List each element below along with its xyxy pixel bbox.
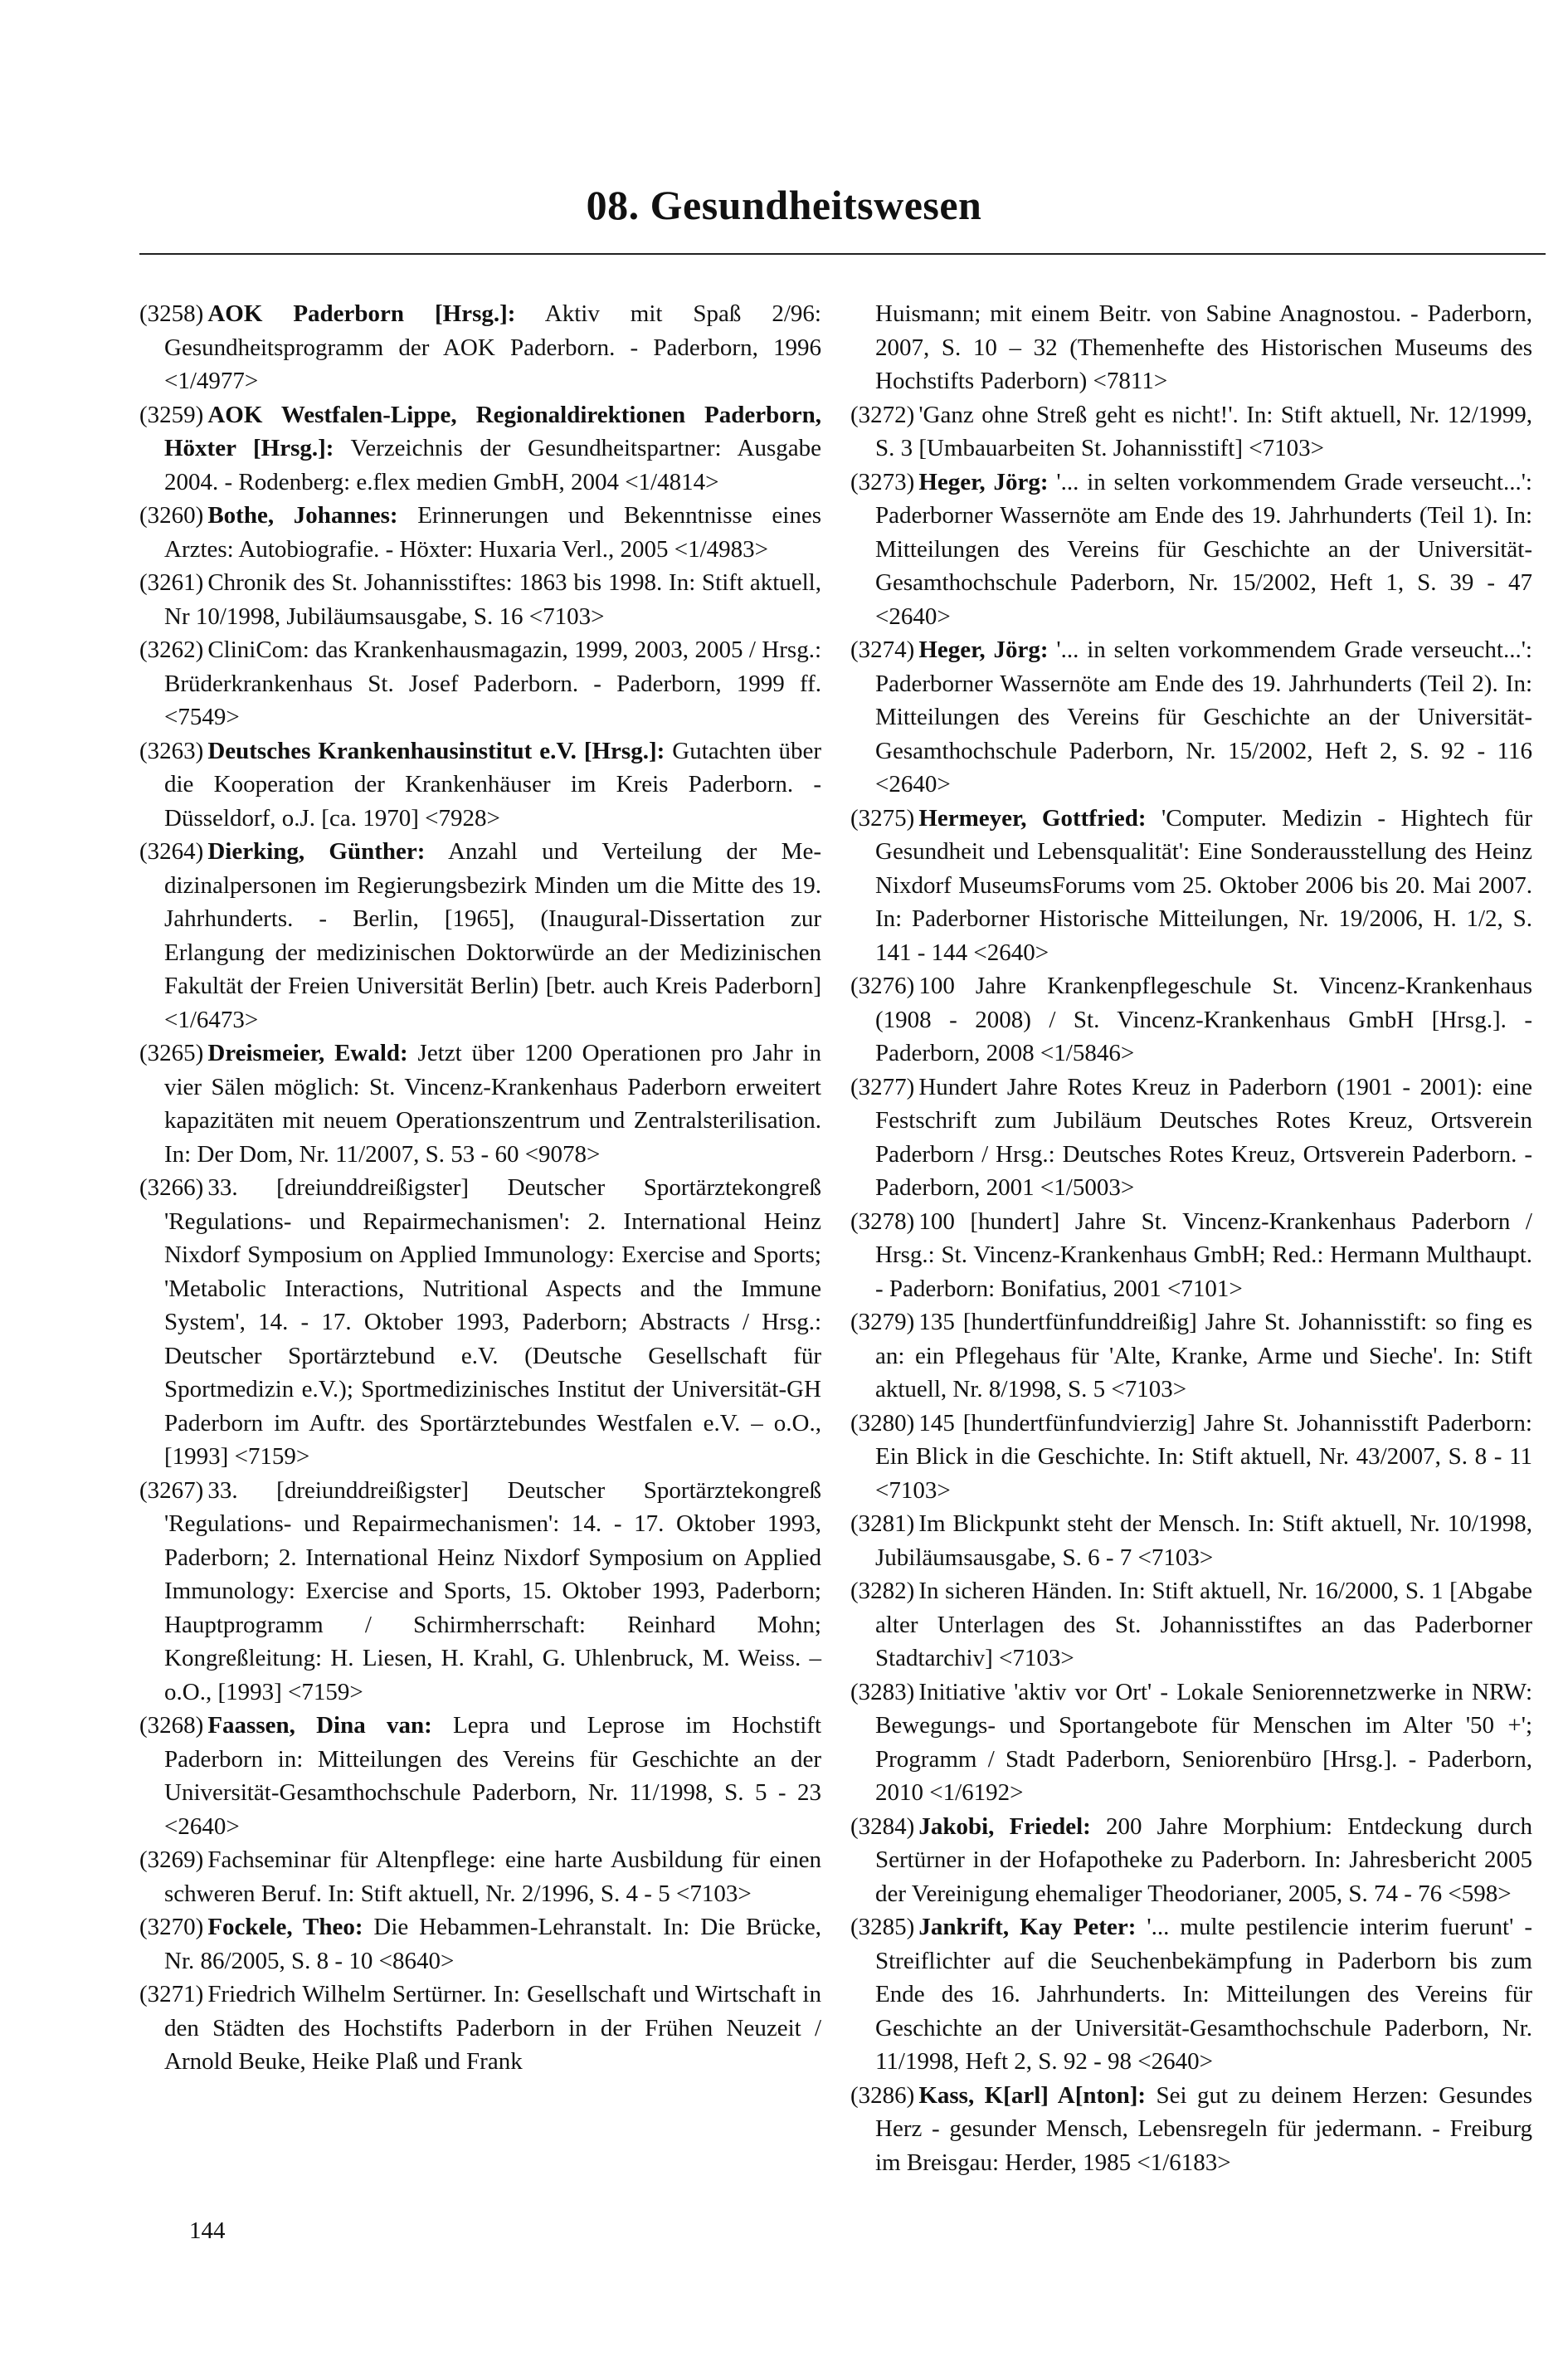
entry-number: (3266) — [139, 1174, 204, 1201]
bibliography-entry — [850, 466, 1532, 634]
entry-number: (3265) — [139, 1040, 204, 1066]
entry-number: (3267) — [139, 1476, 204, 1504]
entry-text: Jetzt über 1200 Operationen pro Jahr in vier Sälen möglich: St. Vincenz-Krankenhaus Paderborn erweitert kapazitäten mit neuem Operationszentrum und Zentralsterilisation. In: Der Dom, Nr. 11/2007, S. 53 - 60 <9078> — [164, 1040, 821, 1168]
entry-text: 'Ganz ohne Streß geht es nicht!'. In: Stift aktuell, Nr. 12/1999, S. 3 [Umbauarbeiten St. Johannisstift] <7103> — [875, 401, 1532, 461]
entry-text: '... in selten vorkommendem Grade verseucht...': Paderborner Wassernöte am Ende des 19. Jahrhunderts (Teil 2). In: Mitteilungen des Vereins für Geschichte an der Universität-Gesamthochschule Paderborn, Nr. 15/2002, Heft 2, S. 92 - 116 <2640> — [875, 637, 1532, 798]
bibliography-entry — [139, 1978, 821, 2079]
entry-author: AOK Westfalen-Lippe, Regionaldirektionen Paderborn, Höxter [Hrsg.]: — [164, 401, 821, 461]
entry-author: Deutsches Krankenhausinstitut e.V. [Hrsg.]: — [207, 737, 665, 764]
bibliography-entry — [850, 1810, 1532, 1911]
entry-author: Heger, Jörg: — [918, 468, 1049, 495]
entry-number: (3280) — [850, 1409, 915, 1437]
bibliography-entry — [850, 2079, 1532, 2180]
bibliography-entry — [850, 1676, 1532, 1810]
entry-number: (3261) — [139, 569, 204, 596]
bibliography-entry — [139, 1910, 821, 1978]
entry-author: Hermeyer, Gottfried: — [918, 804, 1147, 832]
entry-author: Jakobi, Friedel: — [918, 1812, 1091, 1840]
entry-number: (3279) — [850, 1309, 915, 1335]
entry-author: Bothe, Johannes: — [207, 502, 398, 529]
entry-text: CliniCom: das Krankenhausmagazin, 1999, 2003, 2005 / Hrsg.: Brüderkrankenhaus St. Josef Paderborn. - Paderborn, 1999 ff. <7549> — [164, 637, 821, 730]
entry-text: 145 [hundertfünfundvierzig] Jahre St. Johannisstift Paderborn: Ein Blick in die Geschichte. In: Stift aktuell, Nr. 43/2007, S. 8 - 11 <7103> — [875, 1409, 1532, 1504]
entry-number: (3258) — [139, 300, 204, 327]
entry-text: Hundert Jahre Rotes Kreuz in Paderborn (1901 - 2001): eine Festschrift zum Jubiläum Deutsches Rotes Kreuz, Ortsverein Paderborn / Hrsg.: Deutsches Rotes Kreuz, Ortsverein Paderborn. - Paderborn, 2001 <1/5003> — [875, 1073, 1532, 1201]
entry-author: Dierking, Günther: — [207, 838, 426, 865]
bibliography-entry — [850, 1574, 1532, 1676]
entry-number: (3285) — [850, 1914, 915, 1940]
entry-author: AOK Paderborn [Hrsg.]: — [207, 300, 516, 327]
bibliography-entry — [139, 1474, 821, 1710]
page-number: 144 — [189, 2217, 226, 2244]
entry-number: (3278) — [850, 1207, 915, 1235]
bibliography-entry — [850, 633, 1532, 802]
entry-text: Initiative 'aktiv vor Ort' - Lokale Seniorennetzwerke in NRW: Bewegungs- und Sportangebote für Menschen im Alter '50 +'; Programm / Stadt Paderborn, Seniorenbüro [Hrsg.]. - Paderborn, 2010 <1/6192> — [875, 1678, 1532, 1806]
entry-text: Gutachten über die Kooperation der Krankenhäuser im Kreis Paderborn. - Düsseldorf, o.J. [ca. 1970] <7928> — [164, 737, 822, 832]
left-column — [139, 297, 821, 2079]
entry-number: (3283) — [850, 1678, 915, 1705]
entry-text: 'Computer. Medizin - Hightech für Gesundheit und Lebensqualität': Eine Sonderausstellung des Heinz Nixdorf MuseumsForums vom 25. Oktober 2006 bis 20. Mai 2007. In: Paderborner Historische Mitteilungen, Nr. 19/2006, H. 1/2, S. 141 - 144 <2640> — [875, 804, 1532, 966]
page-title: 08. Gesundheitswesen — [586, 182, 982, 228]
right-column — [850, 297, 1532, 2179]
bibliography-entry — [139, 1843, 821, 1910]
entry-text: Anzahl und Verteilung der Medizinalpersonen im Regierungsbezirk Minden um die Mitte des 19. Jahrhunderts. - Berlin, [1965], (Inaugural-Dissertation zur Erlangung der medizinischen Doktorwürde an der Medizinischen Fakultät der Freien Universität Berlin) [betr. auch Kreis Paderborn] <1/6473> — [164, 838, 821, 1033]
bibliography-entry — [139, 566, 821, 633]
bibliography-entry — [850, 1507, 1532, 1574]
bibliography-entry — [139, 1171, 821, 1474]
bibliography-entry — [139, 1709, 821, 1843]
bibliography-entry — [139, 734, 821, 836]
entry-number: (3282) — [850, 1578, 915, 1604]
entry-text: Die Hebammen-Lehranstalt. In: Die Brücke, Nr. 86/2005, S. 8 - 10 <8640> — [164, 1914, 821, 1974]
entry-text: Fachseminar für Altenpflege: eine harte Ausbildung für einen schweren Beruf. In: Stift aktuell, Nr. 2/1996, S. 4 - 5 <7103> — [164, 1846, 821, 1907]
bibliography-entry — [139, 398, 821, 500]
entry-number: (3270) — [139, 1914, 204, 1940]
entry-number: (3259) — [139, 401, 204, 428]
entry-text: Sei gut zu deinem Herzen: Gesundes Herz - gesunder Mensch, Lebensregeln für jedermann. - Freiburg im Breisgau: Herder, 1985 <1/6183> — [875, 2081, 1532, 2176]
entry-text: Erinnerungen und Bekenntnisse eines Arztes: Autobiografie. - Höxter: Huxaria Verl., 2005 <1/4983> — [164, 502, 822, 563]
bibliography-entry — [850, 398, 1532, 466]
entry-number: (3281) — [850, 1510, 915, 1537]
entry-text: Chronik des St. Johannisstiftes: 1863 bis 1998. In: Stift aktuell, Nr 10/1998, Jubiläumsausgabe, S. 16 <7103> — [164, 569, 821, 630]
entry-text: Verzeichnis der Gesundheitspartner: Ausgabe 2004. - Rodenberg: e.flex medien GmbH, 2004 <1/4814> — [164, 435, 822, 495]
entry-author: Kass, K[arl] A[nton]: — [918, 2081, 1147, 2109]
entry-text: Im Blickpunkt steht der Mensch. In: Stift aktuell, Nr. 10/1998, Jubiläumsausgabe, S. 6 - 7 <7103> — [875, 1510, 1532, 1571]
entry-number: (3264) — [139, 838, 204, 865]
bibliography-entry — [139, 633, 821, 734]
entry-number: (3262) — [139, 637, 204, 663]
entry-number: (3263) — [139, 737, 204, 764]
entry-author: Fockele, Theo: — [207, 1914, 363, 1940]
bibliography-entry — [850, 1305, 1532, 1407]
entry-number: (3274) — [850, 637, 915, 663]
entry-author: Dreismeier, Ewald: — [207, 1040, 408, 1066]
bibliography-entry — [139, 499, 821, 566]
bibliography-entry — [139, 1037, 821, 1171]
entry-number: (3260) — [139, 502, 204, 529]
entry-number: (3286) — [850, 2081, 915, 2109]
entry-number: (3284) — [850, 1812, 915, 1840]
bibliography-entry — [850, 802, 1532, 970]
entry-number: (3275) — [850, 804, 915, 832]
bibliography-entry — [850, 1071, 1532, 1205]
entry-text: 100 Jahre Krankenpflegeschule St. Vincenz-Krankenhaus (1908 - 2008) / St. Vincenz-Krankenhaus GmbH [Hrsg.]. - Paderborn, 2008 <1/5846> — [875, 973, 1532, 1066]
entry-text: '... in selten vorkommendem Grade verseucht...': Paderborner Wassernöte am Ende des 19. Jahrhunderts (Teil 1). In: Mitteilungen des Vereins für Geschichte an der Universität-Gesamthochschule Paderborn, Nr. 15/2002, Heft 1, S. 39 - 47 <2640> — [875, 468, 1532, 630]
bibliography-entry — [139, 297, 821, 398]
entry-text: In sicheren Händen. In: Stift aktuell, Nr. 16/2000, S. 1 [Abgabe alter Unterlagen des St. Johannisstiftes an das Paderborner Stadtarchiv] <7103> — [875, 1578, 1532, 1671]
entry-text: Huismann; mit einem Beitr. von Sabine Anagnostou. - Paderborn, 2007, S. 10 – 32 (Themenhefte des Historischen Museums des Hochstifts Paderborn) <7811> — [875, 300, 1532, 394]
entry-number: (3271) — [139, 1981, 204, 2007]
entry-text: 33. [dreiunddreißigster] Deutscher Sportärztekongreß 'Regulations- und Repairmechanismen': 14. - 17. Oktober 1993, Paderborn; 2. International Heinz Nixdorf Symposium on Applied Immunology: Exercise and Sports, 15. Oktober 1993, Paderborn; Hauptprogramm / Schirmherrschaft: Reinhard Mohn; Kongreßleitung: H. Liesen, H. Krahl, G. Uhlenbruck, M. Weiss. – o.O., [1993] <7159> — [164, 1476, 821, 1705]
entry-text: 100 [hundert] Jahre St. Vincenz-Krankenhaus Paderborn / Hrsg.: St. Vincenz-Krankenhaus GmbH; Red.: Hermann Multhaupt. - Paderborn: Bonifatius, 2001 <7101> — [875, 1207, 1532, 1302]
bibliography-entry — [850, 1205, 1532, 1306]
entry-text: Lepra und Leprose im Hochstift Paderborn in: Mitteilungen des Vereins für Geschichte an der Universität-Gesamthochschule Paderborn, Nr. 11/1998, S. 5 - 23 <2640> — [164, 1712, 822, 1840]
entry-number: (3272) — [850, 401, 915, 428]
entry-text: '... multe pestilencie interim fuerunt' - Streiflichter auf die Seuchenbekämpfung in Paderborn bis zum Ende des 16. Jahrhunderts. In: Mitteilungen des Vereins für Geschichte an der Universität-Gesamthochschule Paderborn, Nr. 11/1998, Heft 2, S. 92 - 98 <2640> — [875, 1914, 1533, 2075]
entry-number: (3276) — [850, 973, 915, 999]
entry-author: Jankrift, Kay Peter: — [918, 1914, 1137, 1940]
entry-text: Aktiv mit Spaß 2/96: Gesundheitsprogramm der AOK Paderborn. - Paderborn, 1996 <1/4977> — [164, 300, 821, 394]
entry-text: 33. [dreiunddreißigster] Deutscher Sportärztekongreß 'Regulations- und Repairmechanismen': 2. International Heinz Nixdorf Symposium on Applied Immunology: Exercise and Sports; 'Metabolic Interactions, Nutritional Aspects and the Immune System', 14. - 17. Oktober 1993, Paderborn; Abstracts / Hrsg.: Deutscher Sportärztebund e.V. (Deutsche Gesellschaft für Sportmedizin e.V.); Sportmedizinisches Institut der Universität-GH Paderborn im Auftr. des Sportärztebundes Westfalen e.V. – o.O., [1993] <7159> — [164, 1174, 821, 1470]
bibliography-entry — [850, 969, 1532, 1071]
entry-number: (3277) — [850, 1073, 915, 1100]
bibliography-entry — [850, 1910, 1532, 2079]
entry-text: Friedrich Wilhelm Sertürner. In: Gesellschaft und Wirtschaft in den Städten des Hochstifts Paderborn in der Frühen Neuzeit / Arnold Beuke, Heike Plaß und Frank — [164, 1981, 821, 2075]
entry-text: 135 [hundertfünfunddreißig] Jahre St. Johannisstift: so fing es an: ein Pflegehaus für 'Alte, Kranke, Arme und Sieche'. In: Stift aktuell, Nr. 8/1998, S. 5 <7103> — [875, 1309, 1532, 1402]
entry-number: (3273) — [850, 468, 915, 495]
entry-number: (3268) — [139, 1712, 204, 1739]
bibliography-entry — [850, 297, 1532, 398]
entry-number: (3269) — [139, 1846, 204, 1873]
entry-author: Heger, Jörg: — [918, 637, 1049, 663]
bibliography-entry — [850, 1407, 1532, 1508]
entry-author: Faassen, Dina van: — [207, 1712, 432, 1739]
title-divider — [139, 253, 1546, 255]
bibliography-entry — [139, 835, 821, 1037]
entry-text: 200 Jahre Morphium: Entdeckung durch Sertürner in der Hofapotheke zu Paderborn. In: Jahresbericht 2005 der Vereinigung ehemaliger Theodorianer, 2005, S. 74 - 76 <598> — [875, 1812, 1532, 1907]
